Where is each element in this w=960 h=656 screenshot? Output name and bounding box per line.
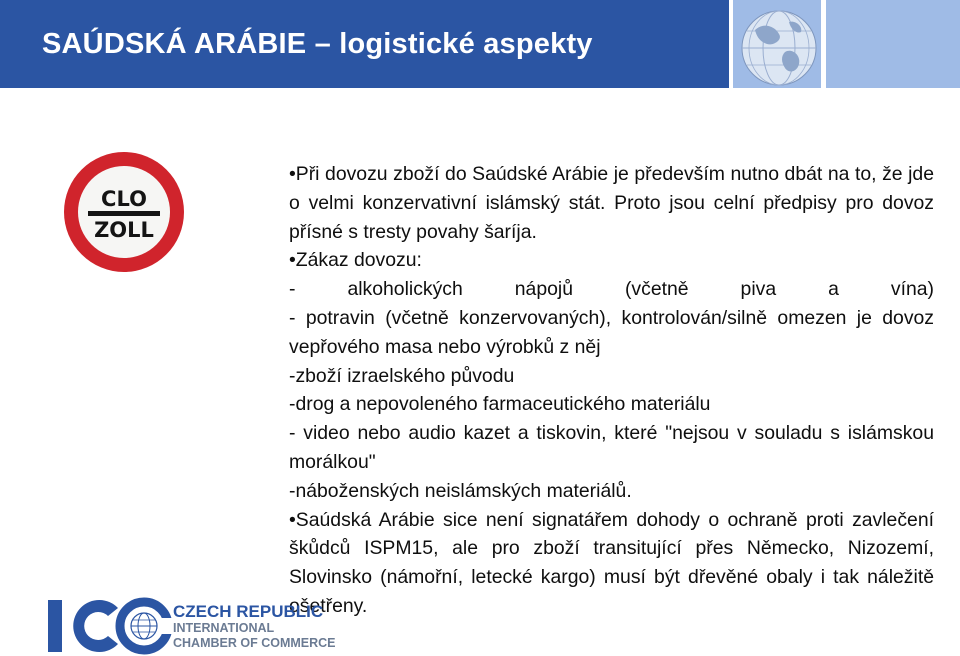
ban-item-alcohol: - alkoholických nápojů (včetně piva a vína) <box>289 278 934 301</box>
customs-sign <box>62 150 186 274</box>
sign-text-clo: CLO <box>101 187 147 211</box>
paragraph-ispm15: •Saúdská Arábie sice není signatářem dohody o ochraně proti zavlečení škůdců ISPM15, ale pro zboží transitující přes Německo, Nizozemí, Slovinsko (námořní, letecké kargo) musí být dřevěné obaly i tak náležitě ošetřeny. <box>289 508 934 617</box>
globe-image <box>733 0 821 88</box>
logo-line-chamber: CHAMBER OF COMMERCE <box>173 636 336 650</box>
ban-item-religious: -náboženských neislámských materiálů. <box>289 479 632 502</box>
logo-line-international: INTERNATIONAL <box>173 621 275 635</box>
ban-item-drugs: -drog a nepovoleného farmaceutického materiálu <box>289 393 711 416</box>
content-text <box>289 160 934 621</box>
header-bar <box>0 0 729 88</box>
paragraph-ban-heading: •Zákaz dovozu: <box>289 249 422 272</box>
paragraph-intro: •Při dovozu zboží do Saúdské Arábie je především nutno dbát na to, že jde o velmi konzervativní islámský stát. Proto jsou celní předpisy pro dovoz přísné s tresty povahy šaríja. <box>289 163 934 243</box>
sign-text-zoll: ZOLL <box>94 218 154 242</box>
ban-item-israel: -zboží izraelského původu <box>289 364 515 387</box>
ban-item-food: - potravin (včetně konzervovaných), kontrolován/silně omezen je dovoz vepřového masa nebo výrobků z něj <box>289 306 934 358</box>
logo-line-country: CZECH REPUBLIC <box>173 602 324 621</box>
page-title: SAÚDSKÁ ARÁBIE – logistické aspekty <box>42 28 593 60</box>
icc-logo-text <box>173 603 336 651</box>
header-accent-block <box>826 0 960 88</box>
globe-icon <box>733 0 821 88</box>
ban-item-media: - video nebo audio kazet a tiskovin, které "nejsou v souladu s islámskou morálkou" <box>289 422 934 473</box>
sign-bar <box>88 211 160 216</box>
